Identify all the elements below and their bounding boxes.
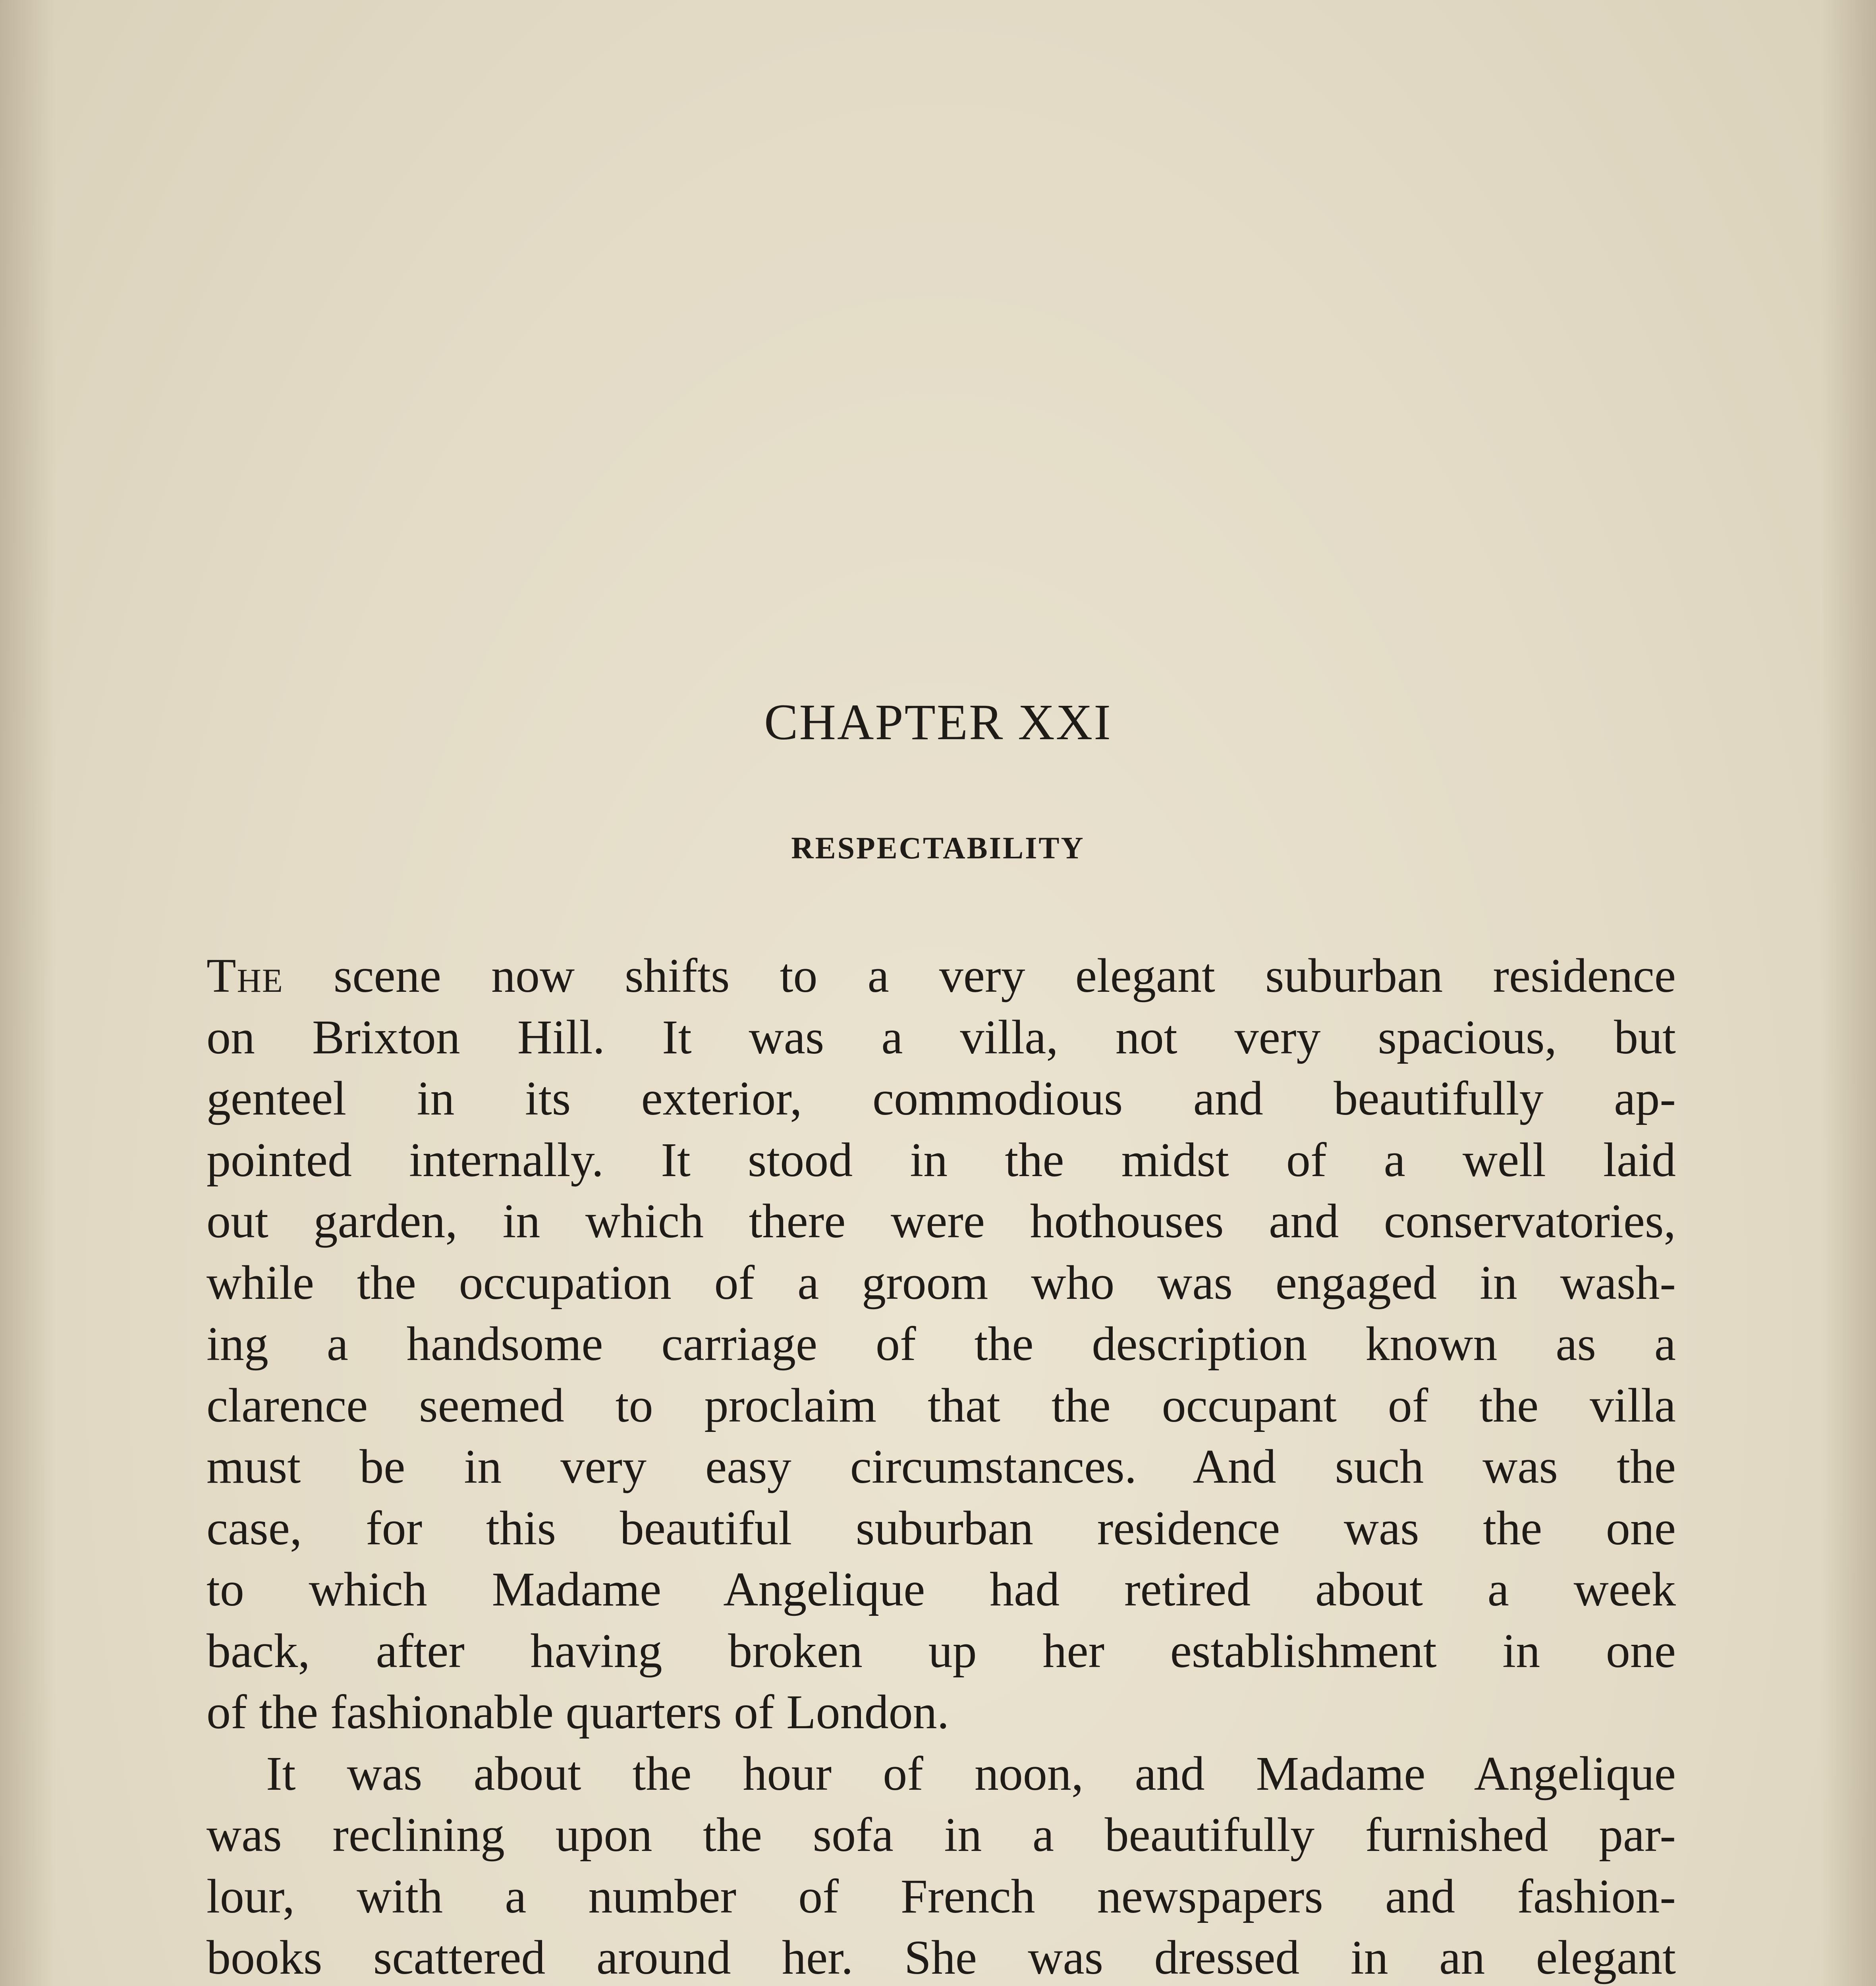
- text-line: [207, 1927, 1676, 1986]
- text-line: [207, 1191, 1676, 1252]
- text-line: [207, 1498, 1676, 1559]
- line-text: pointed internally. It stood in the midst of a well laid: [207, 1133, 1676, 1187]
- line-text: on Brixton Hill. It was a villa, not very spacious, but: [207, 1010, 1676, 1064]
- line-text: back, after having broken up her establishment in one: [207, 1624, 1676, 1678]
- line-text: while the occupation of a groom who was engaged in wash-: [207, 1256, 1676, 1310]
- text-line: [207, 1866, 1676, 1928]
- text-line: [207, 1130, 1676, 1191]
- text-line: [207, 1682, 1676, 1743]
- line-text: was reclining upon the sofa in a beautifully furnished par-: [207, 1808, 1676, 1862]
- text-line: [207, 945, 1676, 1007]
- line-text: ing a handsome carriage of the description known as a: [207, 1317, 1676, 1371]
- line-text: case, for this beautiful suburban residence was the one: [207, 1501, 1676, 1555]
- line-text: scene now shifts to a very elegant suburban residence: [283, 949, 1676, 1003]
- line-text: clarence seemed to proclaim that the occupant of the villa: [207, 1378, 1676, 1432]
- body-text: [207, 945, 1676, 1986]
- chapter-title: CHAPTER XXI: [764, 694, 1112, 750]
- line-text: It was about the hour of noon, and Madame Angelique: [266, 1746, 1676, 1801]
- text-line: [207, 1068, 1676, 1130]
- line-text: of the fashionable quarters of London.: [207, 1685, 950, 1739]
- line-text: must be in very easy circumstances. And such was the: [207, 1440, 1676, 1493]
- text-line: [207, 1743, 1676, 1805]
- text-line: [207, 1436, 1676, 1498]
- line-text: genteel in its exterior, commodious and beautifully ap-: [207, 1072, 1676, 1125]
- text-line: [207, 1007, 1676, 1068]
- text-line: [207, 1314, 1676, 1375]
- drop-word: The: [207, 949, 284, 1003]
- line-text: lour, with a number of French newspapers and fashion-: [207, 1869, 1676, 1923]
- text-line: [207, 1375, 1676, 1437]
- text-line: [207, 1252, 1676, 1314]
- page-edge-shadow-left: [0, 0, 56, 1986]
- page-edge-shadow-right: [1820, 0, 1876, 1986]
- line-text: out garden, in which there were hothouses and conservatories,: [207, 1194, 1676, 1248]
- text-line: [207, 1621, 1676, 1682]
- chapter-subtitle: RESPECTABILITY: [791, 831, 1085, 865]
- text-line: [207, 1804, 1676, 1866]
- line-text: to which Madame Angelique had retired about a week: [207, 1563, 1676, 1616]
- text-line: [207, 1559, 1676, 1621]
- line-text: books scattered around her. She was dressed in an elegant: [207, 1931, 1676, 1984]
